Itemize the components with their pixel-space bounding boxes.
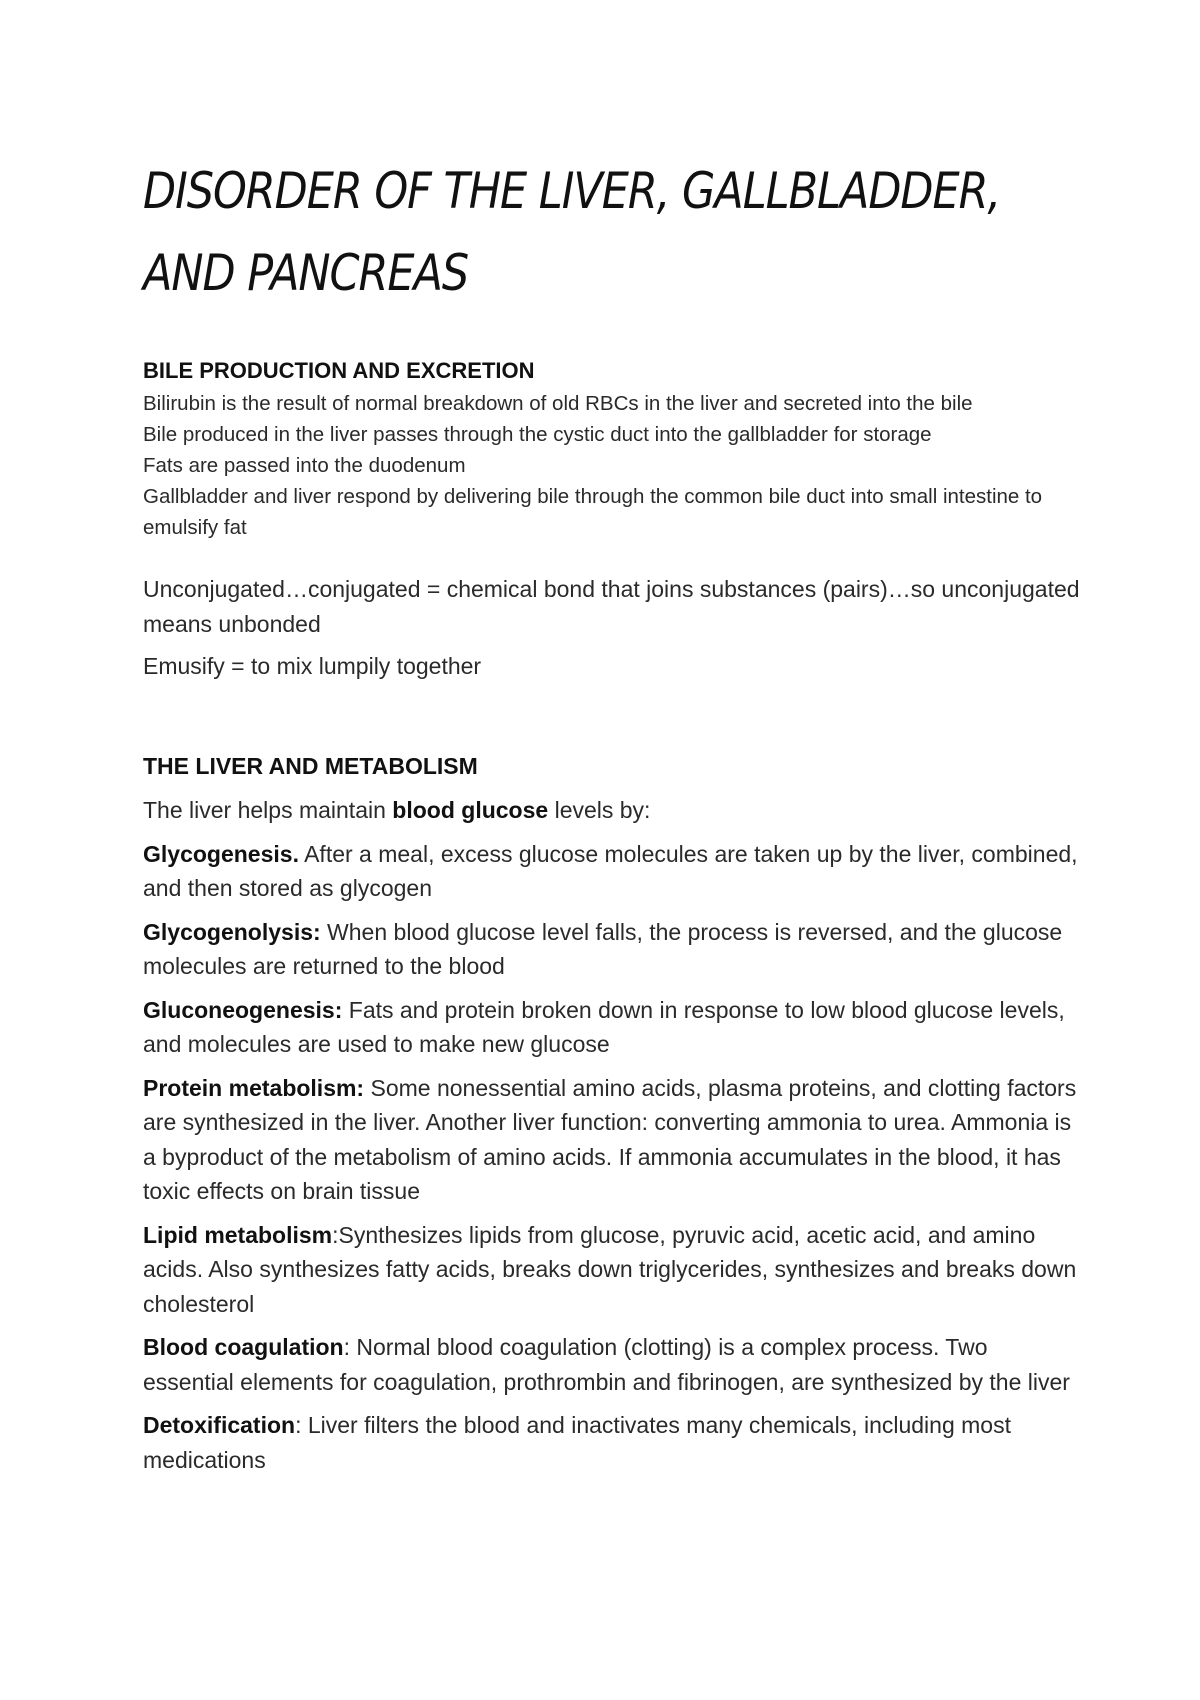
metabolism-item-protein: [143, 1071, 1083, 1209]
metabolism-term: Blood coagulation: [143, 1334, 344, 1360]
metabolism-description: :Synthesizes lipids from glucose, pyruvic acid, acetic acid, and amino acids. Also synthesizes fatty acids, breaks down triglycerides, synthesizes and breaks down cholesterol: [143, 1221, 1077, 1317]
metabolism-term: Lipid metabolism: [143, 1221, 333, 1248]
section-heading-bile-production: BILE PRODUCTION AND EXCRETION: [143, 358, 535, 383]
metabolism-description: Fats and protein broken down in response to low blood glucose levels, and molecules are used to make new glucose: [143, 996, 1065, 1057]
metabolism-description: : Normal blood coagulation (clotting) is a complex process. Two essential elements for coagulation, prothrombin and fibrinogen, are synthesized by the liver: [143, 1334, 1070, 1395]
bile-note-line: Fats are passed into the duodenum: [143, 454, 466, 477]
liver-intro-after: levels by:: [548, 797, 651, 823]
liver-intro-bold-term: blood glucose: [392, 797, 549, 823]
metabolism-term: Glycogenolysis:: [143, 918, 321, 945]
metabolism-description: When blood glucose level falls, the process is reversed, and the glucose molecules are returned to the blood: [143, 918, 1063, 979]
bile-note-line: Gallbladder and liver respond by delivering bile through the common bile duct into small intestine to emulsify fat: [143, 485, 1043, 539]
metabolism-term: Gluconeogenesis:: [143, 996, 343, 1023]
liver-metabolism-notes: [143, 793, 1083, 1477]
bile-note-line: Bilirubin is the result of normal breakdown of old RBCs in the liver and secreted into the bile: [143, 392, 973, 415]
liver-intro: [143, 793, 1083, 828]
section-heading-liver-metabolism: THE LIVER AND METABOLISM: [143, 753, 478, 779]
definitions-block: [143, 572, 1083, 684]
document-page: [143, 150, 1083, 1486]
metabolism-description: After a meal, excess glucose molecules are taken up by the liver, combined, and then stored as glycogen: [143, 840, 1078, 901]
metabolism-item-blood-coagulation: [143, 1330, 1083, 1399]
document-title: DISORDER OF THE LIVER, GALLBLADDER, AND PANCREAS: [143, 162, 1001, 302]
metabolism-item-glycogenolysis: [143, 915, 1083, 984]
metabolism-item-detoxification: [143, 1408, 1083, 1477]
metabolism-item-glycogenesis: [143, 837, 1083, 906]
bile-production-notes: [143, 388, 1083, 543]
metabolism-description: Some nonessential amino acids, plasma proteins, and clotting factors are synthesized in the liver. Another liver function: converting ammonia to urea. Ammonia is a byproduct of the metabolism of amino acids. If ammonia accumulates in the blood, it has toxic effects on brain tissue: [143, 1074, 1077, 1204]
bile-note-line: Bile produced in the liver passes through the cystic duct into the gallbladder for storage: [143, 423, 932, 446]
definition-emulsify: Emusify = to mix lumpily together: [143, 653, 482, 679]
metabolism-item-lipid: [143, 1218, 1083, 1322]
metabolism-term: Detoxification: [143, 1412, 296, 1438]
definition-conjugated: Unconjugated…conjugated = chemical bond that joins substances (pairs)…so unconjugated means unbonded: [143, 576, 1080, 637]
metabolism-item-gluconeogenesis: [143, 993, 1083, 1062]
metabolism-description: : Liver filters the blood and inactivates many chemicals, including most medications: [143, 1412, 1011, 1473]
liver-intro-before: The liver helps maintain: [143, 797, 393, 823]
metabolism-term: Protein metabolism:: [143, 1074, 365, 1101]
metabolism-term: Glycogenesis.: [143, 840, 299, 867]
